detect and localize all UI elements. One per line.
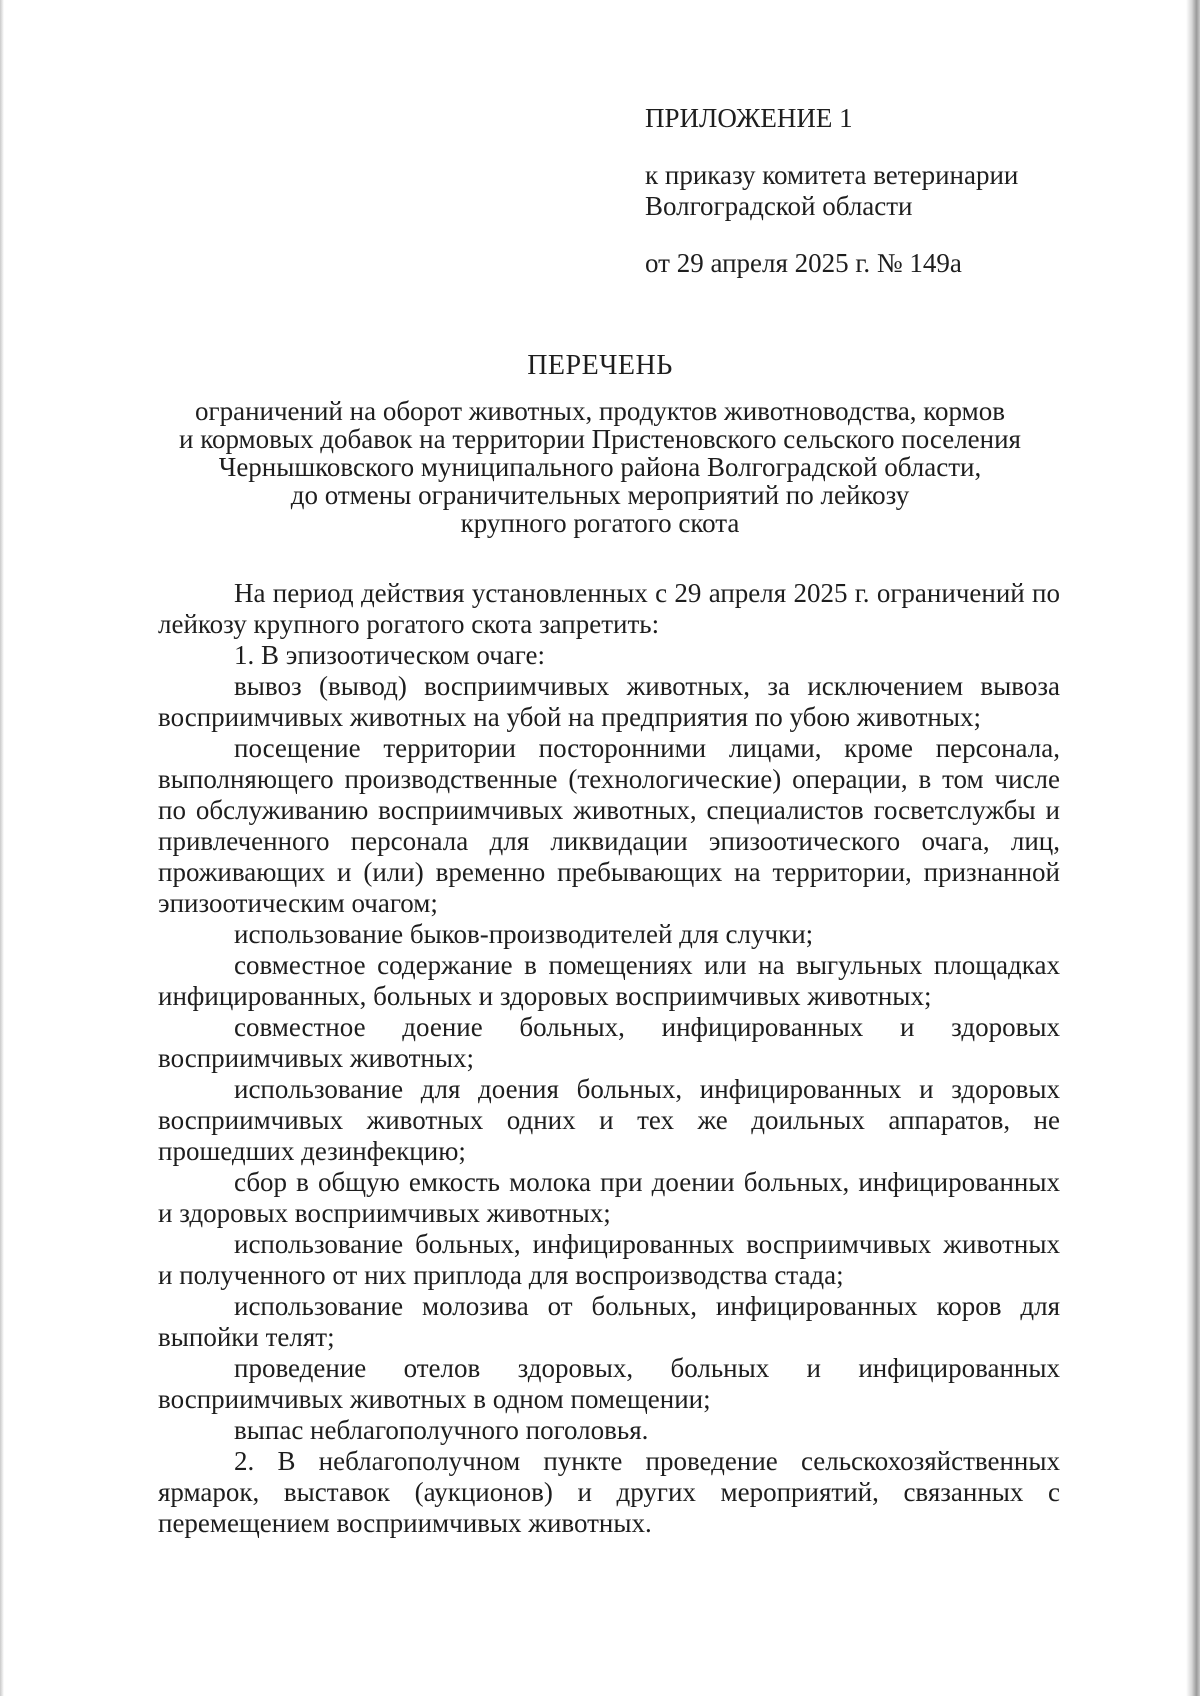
scan-left-edge <box>0 0 4 1696</box>
paragraph-restriction: использование молозива от больных, инфицированных коров для выпойки телят; <box>158 1291 1060 1352</box>
appendix-reference: к приказу комитета ветеринарии Волгоградской области <box>645 160 1019 221</box>
subtitle-line: ограничений на оборот животных, продуктов животноводства, кормов <box>195 396 1005 426</box>
subtitle-line: и кормовых добавок на территории Пристеновского сельского поселения <box>179 424 1021 454</box>
paragraph-restriction: использование для доения больных, инфицированных и здоровых восприимчивых животных одних и тех же доильных аппаратов, не прошедших дезинфекцию; <box>158 1074 1060 1166</box>
document-body <box>158 578 1060 1539</box>
document-title: ПЕРЕЧЕНЬ <box>527 350 673 381</box>
paragraph-item-2: 2. В неблагополучном пункте проведение сельскохозяйственных ярмарок, выставок (аукционов) и других мероприятий, связанных с перемещением восприимчивых животных. <box>158 1446 1060 1538</box>
paragraph-restriction: проведение отелов здоровых, больных и инфицированных восприимчивых животных в одном помещении; <box>158 1353 1060 1414</box>
paragraph-restriction: посещение территории посторонними лицами, кроме персонала, выполняющего производственные (технологические) операции, в том числе по обслуживанию восприимчивых животных, специалистов госветслужбы и привлеченного персонала для ликвидации эпизоотического очага, лиц, проживающих и (или) временно пребывающих на территории, признанной эпизоотическим очагом; <box>158 733 1060 918</box>
subtitle-line: крупного рогатого скота <box>460 508 740 538</box>
paragraph-restriction: выпас неблагополучного поголовья. <box>234 1415 649 1445</box>
document-subtitle <box>140 397 1060 537</box>
paragraph-restriction: совместное доение больных, инфицированных и здоровых восприимчивых животных; <box>158 1012 1060 1073</box>
appendix-date-number: от 29 апреля 2025 г. № 149а <box>645 248 962 278</box>
scan-right-edge <box>1186 0 1200 1696</box>
paragraph-restriction: совместное содержание в помещениях или на выгульных площадках инфицированных, больных и здоровых восприимчивых животных; <box>158 950 1060 1011</box>
paragraph-restriction: сбор в общую емкость молока при доении больных, инфицированных и здоровых восприимчивых животных; <box>158 1167 1060 1228</box>
paragraph-restriction: вывоз (вывод) восприимчивых животных, за исключением вывоза восприимчивых животных на убой на предприятия по убою животных; <box>158 671 1060 732</box>
subtitle-line: до отмены ограничительных мероприятий по лейкозу <box>290 480 910 510</box>
paragraph-item-1-heading: 1. В эпизоотическом очаге: <box>234 640 546 670</box>
paragraph-restriction: использование быков-производителей для случки; <box>234 919 814 949</box>
paragraph-restriction: использование больных, инфицированных восприимчивых животных и полученного от них приплода для воспроизводства стада; <box>158 1229 1060 1290</box>
appendix-block <box>645 103 1065 279</box>
appendix-title: ПРИЛОЖЕНИЕ 1 <box>645 103 853 133</box>
paragraph-intro: На период действия установленных с 29 апреля 2025 г. ограничений по лейкозу крупного рогатого скота запретить: <box>158 578 1060 639</box>
subtitle-line: Чернышковского муниципального района Волгоградской области, <box>218 452 982 482</box>
